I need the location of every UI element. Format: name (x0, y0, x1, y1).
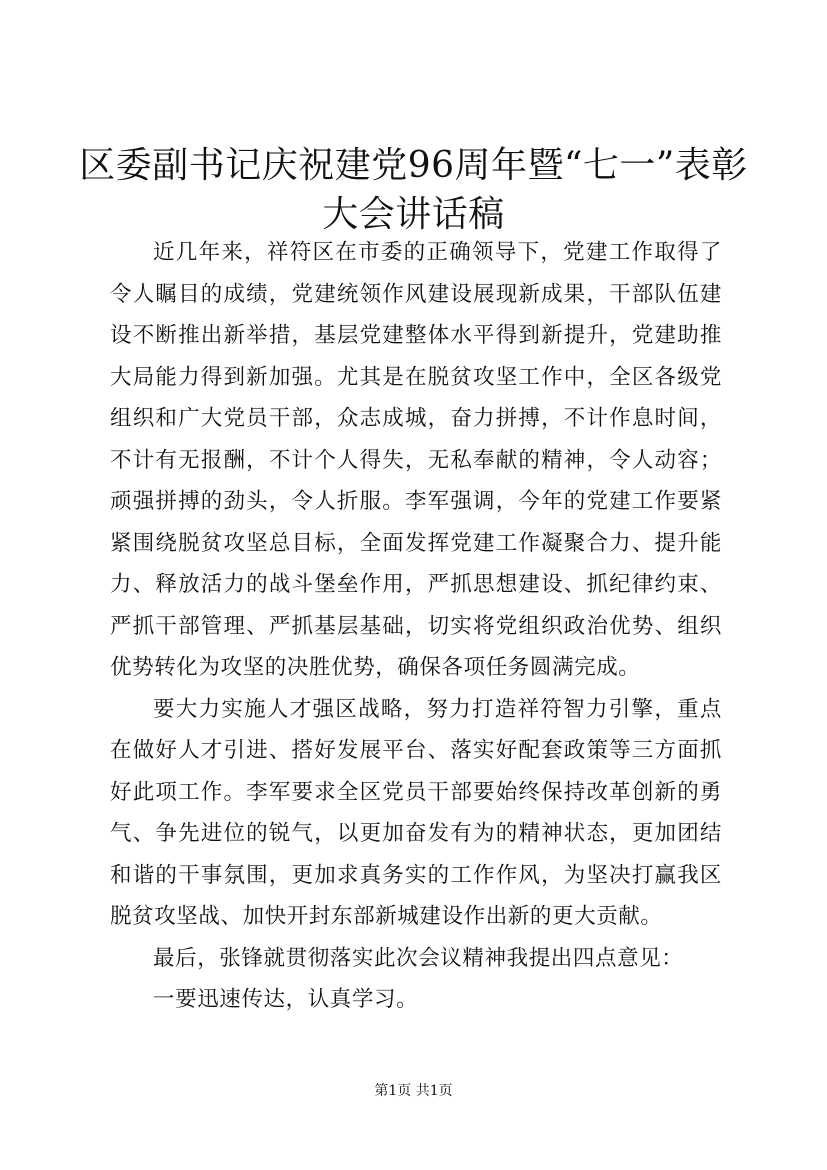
page-number-footer: 第1页 共1页 (374, 1083, 453, 1099)
paragraph: 要大力实施人才强区战略，努力打造祥符智力引擎，重点在做好人才引进、搭好发展平台、落实好配套政策等三方面抓好此项工作。李军要求全区党员干部要始终保持改革创新的勇气、争先进位的锐气，以更加奋发有为的精神状态，更加团结和谐的干事氛围，更加求真务实的工作作风，为坚决打赢我区脱贫攻坚战、加快开封东部新城建设作出新的更大贡献。 (110, 696, 722, 929)
document-body (110, 232, 722, 1021)
paragraph: 近几年来，祥符区在市委的正确领导下，党建工作取得了令人瞩目的成绩，党建统领作风建设展现新成果，干部队伍建设不断推出新举措，基层党建整体水平得到新提升，党建助推大局能力得到新加强。尤其是在脱贫攻坚工作中，全区各级党组织和广大党员干部，众志成城，奋力拼搏，不计作息时间，不计有无报酬，不计个人得失，无私奉献的精神，令人动容；顽强拼搏的劲头，令人折服。李军强调，今年的党建工作要紧紧围绕脱贫攻坚总目标，全面发挥党建工作凝聚合力、提升能力、释放活力的战斗堡垒作用，严抓思想建设、抓纪律约束、严抓干部管理、严抓基层基础，切实将党组织政治优势、组织优势转化为攻坚的决胜优势，确保各项任务圆满完成。 (110, 240, 722, 680)
document-title-line-1: 区委副书记庆祝建党96周年暨“七一”表彰 (79, 145, 748, 186)
paragraph: 一要迅速传达，认真学习。 (153, 987, 419, 1012)
paragraph: 最后，张锋就贯彻落实此次会议精神我提出四点意见： (153, 945, 684, 971)
document-title-line-2: 大会讲话稿 (322, 194, 505, 235)
